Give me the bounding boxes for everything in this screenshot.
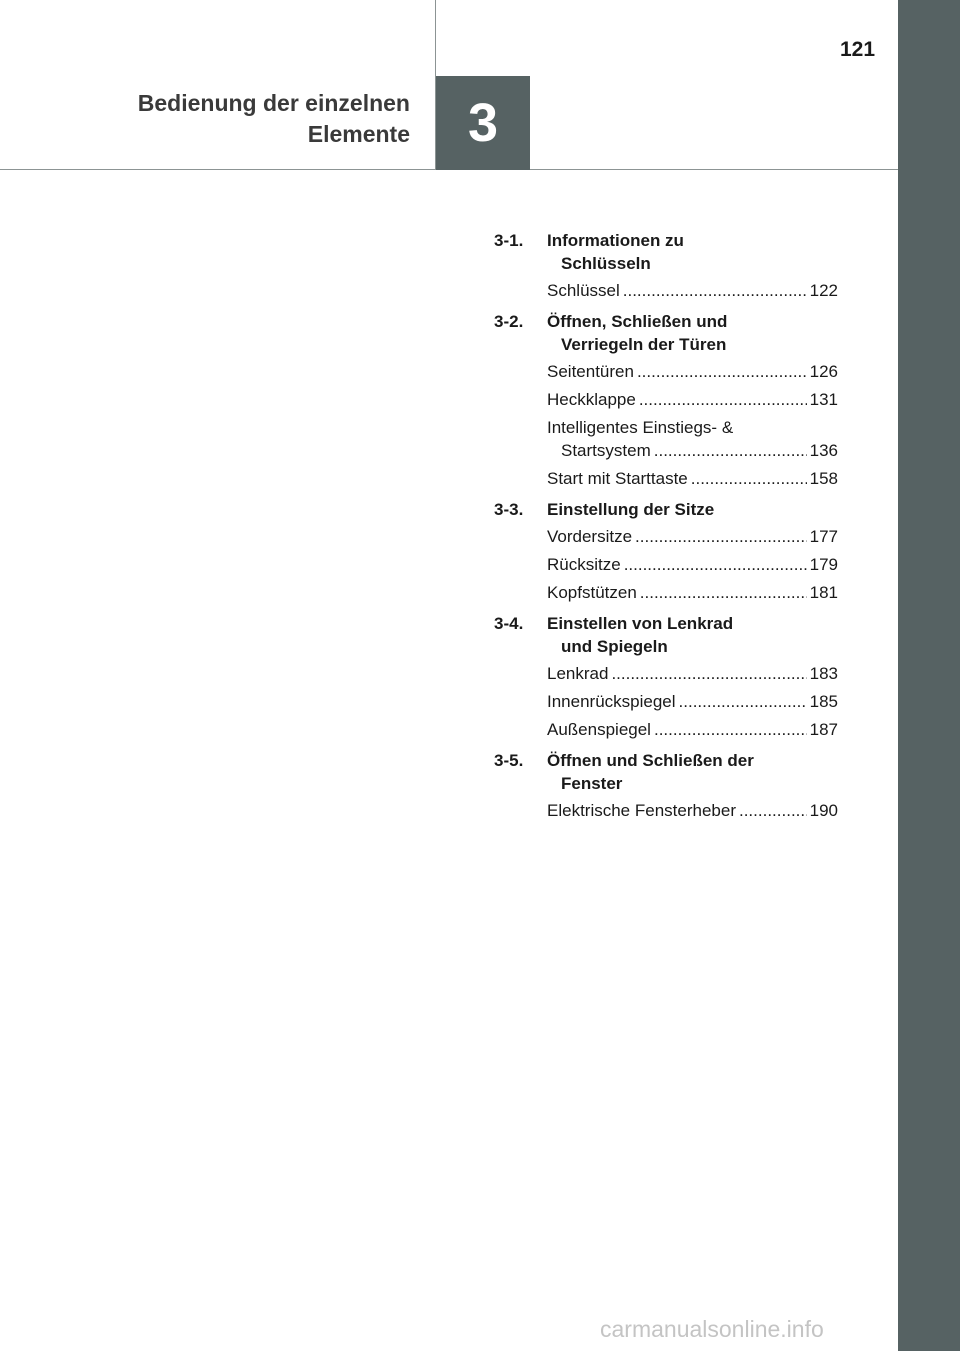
section-title xyxy=(547,229,838,275)
section-title xyxy=(547,749,838,795)
leader-dots xyxy=(635,525,807,548)
section-title-line1: Öffnen, Schließen und xyxy=(547,312,728,331)
side-bar xyxy=(898,0,960,1351)
entry-text: Schlüssel xyxy=(547,281,620,300)
entry-page: 158 xyxy=(809,469,838,488)
table-of-contents xyxy=(494,229,838,830)
leader-dots xyxy=(639,388,807,411)
toc-entry[interactable] xyxy=(547,467,838,490)
section-title-line1: Öffnen und Schließen der xyxy=(547,751,754,770)
toc-entry[interactable] xyxy=(547,360,838,383)
entry-page: 185 xyxy=(809,692,838,711)
section-heading xyxy=(494,229,838,275)
entry-text: Innenrückspiegel xyxy=(547,692,676,711)
entry-text: Seitentüren xyxy=(547,362,634,381)
section-heading xyxy=(494,498,838,521)
page-number: 121 xyxy=(840,38,876,61)
section-title xyxy=(547,612,838,658)
section-entries xyxy=(547,279,838,302)
leader-dots xyxy=(739,799,807,822)
leader-dots xyxy=(654,718,807,741)
section-number: 3-4. xyxy=(494,614,524,633)
section-heading xyxy=(494,749,838,795)
toc-entry[interactable] xyxy=(547,690,838,713)
toc-section-3-1 xyxy=(494,229,838,302)
section-number: 3-2. xyxy=(494,312,524,331)
entry-page: 181 xyxy=(809,583,838,602)
section-title-line2: Fenster xyxy=(561,774,623,793)
entry-page: 131 xyxy=(809,390,838,409)
section-entries xyxy=(547,662,838,741)
entry-text: Lenkrad xyxy=(547,664,609,683)
leader-dots xyxy=(624,553,807,576)
entry-text: Vordersitze xyxy=(547,527,633,546)
toc-entry[interactable] xyxy=(547,581,838,604)
watermark: carmanualsonline.info xyxy=(600,1316,824,1342)
entry-text: Elektrische Fensterheber xyxy=(547,801,736,820)
toc-section-3-2 xyxy=(494,310,838,490)
entry-page: 183 xyxy=(809,664,838,683)
entry-text: Rücksitze xyxy=(547,555,621,574)
toc-entry[interactable] xyxy=(547,525,838,548)
section-number: 3-3. xyxy=(494,500,524,519)
toc-entry[interactable] xyxy=(547,662,838,685)
toc-section-3-3 xyxy=(494,498,838,604)
section-heading xyxy=(494,612,838,658)
leader-dots xyxy=(691,467,807,490)
section-title-line1: Einstellen von Lenkrad xyxy=(547,614,734,633)
section-title xyxy=(547,310,838,356)
entry-page: 126 xyxy=(809,362,838,381)
leader-dots xyxy=(611,662,806,685)
section-entries xyxy=(547,799,838,822)
section-title-line1: Einstellung der Sitze xyxy=(547,500,715,519)
section-number: 3-5. xyxy=(494,751,524,770)
entry-page: 136 xyxy=(809,441,838,460)
entry-page: 177 xyxy=(809,527,838,546)
toc-section-3-5 xyxy=(494,749,838,822)
section-heading xyxy=(494,310,838,356)
entry-text-line1: Intelligentes Einstiegs- & xyxy=(547,418,734,437)
toc-entry[interactable] xyxy=(547,279,838,302)
toc-entry[interactable] xyxy=(547,416,838,462)
leader-dots xyxy=(679,690,807,713)
chapter-title-line1: Bedienung der einzelnen xyxy=(137,90,410,116)
toc-entry[interactable] xyxy=(547,388,838,411)
chapter-number-box xyxy=(436,76,530,170)
toc-entry[interactable] xyxy=(547,718,838,741)
leader-dots xyxy=(640,581,807,604)
section-title-line2: und Spiegeln xyxy=(561,637,668,656)
chapter-number: 3 xyxy=(467,93,499,153)
section-title-line1: Informationen zu xyxy=(547,231,684,250)
toc-entry[interactable] xyxy=(547,799,838,822)
section-number: 3-1. xyxy=(494,231,524,250)
entry-page: 190 xyxy=(809,801,838,820)
entry-text: Start mit Starttaste xyxy=(547,469,688,488)
section-title-line2: Schlüsseln xyxy=(561,254,651,273)
section-title-line2: Verriegeln der Türen xyxy=(561,335,727,354)
entry-page: 179 xyxy=(809,555,838,574)
leader-dots xyxy=(637,360,807,383)
entry-page: 122 xyxy=(809,281,838,300)
entry-text: Außenspiegel xyxy=(547,720,651,739)
entry-page: 187 xyxy=(809,720,838,739)
entry-text: Kopfstützen xyxy=(547,583,637,602)
toc-entry[interactable] xyxy=(547,553,838,576)
entry-text: Heckklappe xyxy=(547,390,636,409)
section-entries xyxy=(547,525,838,604)
chapter-title-line2: Elemente xyxy=(307,121,410,147)
leader-dots xyxy=(654,439,807,462)
section-title xyxy=(547,498,838,521)
entry-text: Startsystem xyxy=(561,441,651,460)
chapter-title xyxy=(138,88,410,150)
toc-section-3-4 xyxy=(494,612,838,741)
section-entries xyxy=(547,360,838,490)
leader-dots xyxy=(623,279,807,302)
